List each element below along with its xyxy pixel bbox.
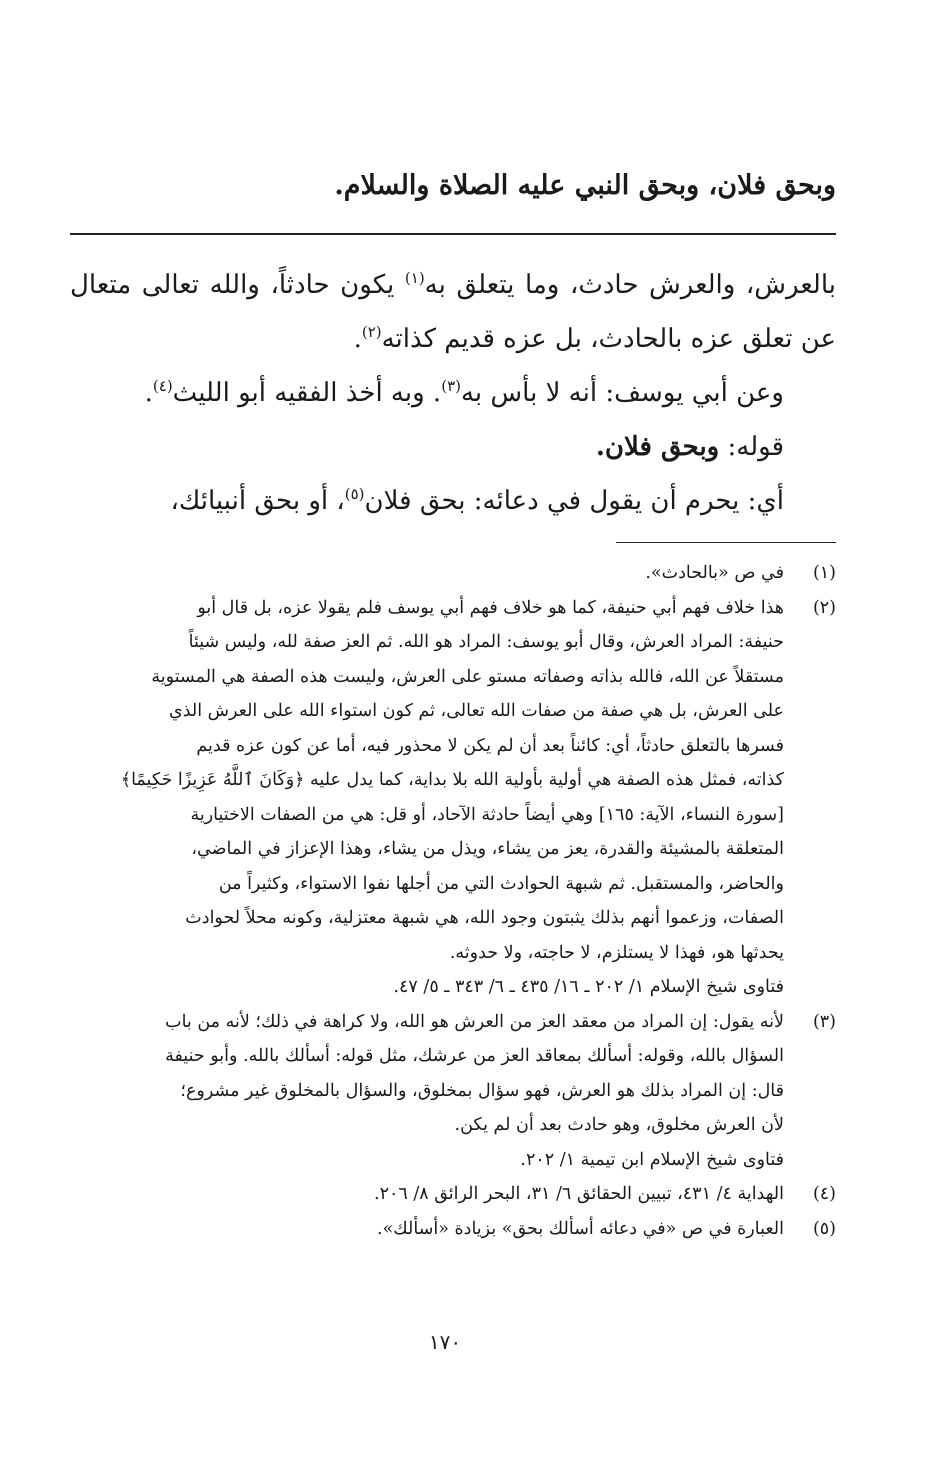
footnote-line: مستقلاً عن الله، فالله بذاته وصفاته مستو على العرش، وليست هذه الصفة هي المستوية	[151, 666, 784, 687]
footnote-number: (٢)	[812, 597, 836, 618]
paragraph-1-part-b: يكون حادثاً، والله تعالى متعال عن تعلق عزه بالحادث، بل عزه قديم كذاته	[70, 270, 836, 354]
footnote-3	[70, 1005, 836, 1178]
footnote-ref-5[interactable]: (٥)	[344, 485, 365, 503]
footnote-line: السؤال بالله، وقوله: أسألك بمعاقد العز من عرشك، مثل قوله: أسألك بالله. وأبو حنيفة	[165, 1046, 784, 1066]
footnote-line: يحدثها هو، فهذا لا يستلزم، لا حاجته، ولا حدوثه.	[449, 942, 784, 963]
footnote-number: (٤)	[812, 1184, 836, 1204]
footnote-number: (٥)	[812, 1218, 836, 1239]
footnote-4	[70, 1177, 836, 1212]
paragraph-4	[70, 474, 836, 528]
paragraph-3	[70, 420, 836, 474]
paragraph-1-part-c: .	[353, 324, 362, 354]
footnote-body	[70, 1005, 784, 1178]
page-number: ١٧٠	[428, 1330, 462, 1354]
footnote-number: (١)	[812, 563, 836, 583]
header-rule	[70, 233, 836, 235]
footnote-line: على العرش، بل هي صفة من صفات الله تعالى، ثم كون استواء الله على العرش الذي	[169, 701, 784, 721]
footnote-line: قال: إن المراد بذلك هو العرش، فهو سؤال بمخلوق، والسؤال بالمخلوق غير مشروع؛	[180, 1080, 784, 1101]
footnote-line: المتعلقة بالمشيئة والقدرة، يعز من يشاء، ويذل من يشاء، وهذا الإعزاز في الماضي،	[191, 839, 784, 859]
page-heading: وبحق فلان، وبحق النبي عليه الصلاة والسلام.	[334, 170, 836, 201]
footnote-body	[70, 556, 784, 591]
paragraph-4-part-a: أي: يحرم أن يقول في دعائه: بحق فلان	[364, 486, 784, 516]
footnote-ref-2[interactable]: (٢)	[361, 323, 382, 341]
footnote-1	[70, 556, 836, 591]
footnote-line: الصفات، وزعموا أنهم بذلك يثبتون وجود الله، هي شبهة معتزلية، وكونه محلاً لحوادث	[185, 908, 784, 928]
paragraph-2-part-a: وعن أبي يوسف: أنه لا بأس به	[460, 378, 784, 408]
footnote-number: (٣)	[812, 1011, 836, 1032]
paragraph-1-part-a: بالعرش، والعرش حادث، وما يتعلق به	[424, 270, 836, 300]
paragraph-2-part-b: . وبه أخذ الفقيه أبو الليث	[172, 378, 442, 408]
footnote-line: لأنه يقول: إن المراد من معقد العز من العرش هو الله، ولا كراهة في ذلك؛ لأنه من باب	[165, 1011, 784, 1032]
footnote-line: كذاته، فمثل هذه الصفة هي أولية بأولية الله بلا بداية، كما يدل عليه ﴿وَكَانَ ٱللَّهُ عَزِيزًا حَكِيمًا﴾	[120, 770, 784, 790]
footnote-ref-3[interactable]: (٣)	[441, 377, 461, 395]
footnote-line: في ص «بالحادث».	[645, 563, 784, 583]
footnote-line: هذا خلاف فهم أبي حنيفة، كما هو خلاف فهم أبي يوسف فلم يقولا عزه، بل قال أبو	[197, 597, 784, 618]
footnote-body	[70, 1177, 784, 1212]
footnote-line: والحاضر، والمستقبل. ثم شبهة الحوادث التي من أجلها نفوا الاستواء، وكثيراً من	[218, 873, 784, 894]
footnote-line: حنيفة: المراد العرش، وقال أبو يوسف: المراد هو الله. ثم العز صفة لله، وليس شيئاً	[188, 632, 784, 652]
footnote-source: فتاوى شيخ الإسلام ١/ ٢٠٢ ـ ١٦/ ٤٣٥ ـ ٦/ ٣٤٣ ـ ٥/ ٤٧.	[393, 977, 784, 997]
footnote-source: فتاوى شيخ الإسلام ابن تيمية ١/ ٢٠٢.	[520, 1149, 784, 1170]
footnote-separator	[616, 542, 836, 543]
paragraph-4-part-b: ، أو بحق أنبيائك،	[170, 486, 345, 516]
paragraph-2	[70, 366, 836, 420]
footnote-2	[70, 591, 836, 1005]
footnote-body	[70, 591, 784, 1005]
paragraph-3-quote: وبحق فلان.	[595, 432, 720, 462]
footnote-line: العبارة في ص «في دعائه أسألك بحق» بزيادة «أسألك».	[377, 1218, 784, 1239]
paragraph-3-label: قوله:	[719, 432, 784, 462]
footnote-line: فسرها بالتعلق حادثاً، أي: كائناً بعد أن لم يكن لا محذور فيه، أما عن كون عزه قديم	[196, 735, 784, 756]
footnote-ref-4[interactable]: (٤)	[152, 377, 173, 395]
footnote-line: لأن العرش مخلوق، وهو حادث بعد أن لم يكن.	[454, 1115, 784, 1135]
paragraph-1	[70, 258, 836, 366]
footnotes	[70, 556, 836, 1246]
footnote-line: الهداية ٤/ ٤٣١، تبيين الحقائق ٦/ ٣١، البحر الرائق ٨/ ٢٠٦.	[373, 1184, 784, 1204]
main-text	[70, 258, 836, 528]
footnote-ref-1[interactable]: (١)	[404, 269, 425, 287]
footnote-5	[70, 1212, 836, 1247]
footnote-body	[70, 1212, 784, 1247]
paragraph-2-part-c: .	[144, 378, 153, 408]
footnote-line: [سورة النساء، الآية: ١٦٥] وهي أيضاً حادثة الآحاد، أو قل: هي من الصفات الاختيارية	[190, 804, 784, 825]
